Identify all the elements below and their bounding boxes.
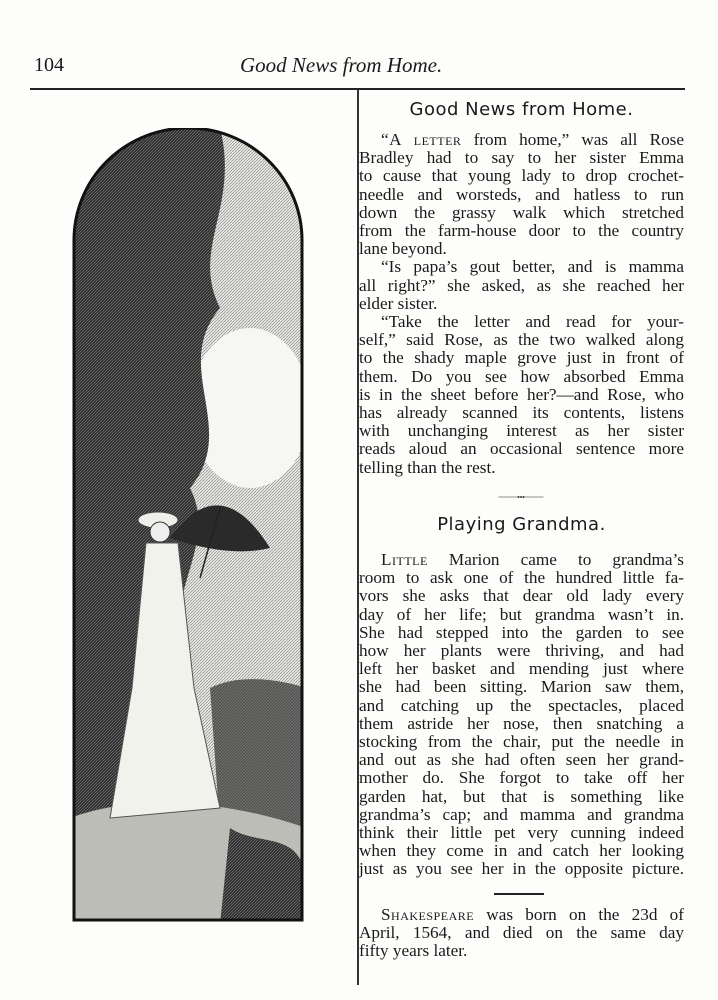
text-line: how her plants were thriving, and had: [359, 641, 684, 661]
text-line: “A letter from home,” was all Rose: [381, 130, 684, 149]
text-line: just as you see her in the opposite picture.: [359, 859, 684, 879]
text-line: self,” said Rose, as the two walked along: [359, 330, 684, 350]
text-line: vors she asks that dear old lady every: [359, 586, 684, 606]
text-line: She had stepped into the garden to see: [359, 622, 684, 642]
text-line: think their little pet very cunning indeed: [359, 823, 684, 843]
text-line: to cause that young lady to drop crochet-: [359, 166, 684, 186]
text-line: stocking from the chair, put the needle in: [359, 732, 684, 752]
text-line: left her basket and mending just where: [359, 659, 684, 679]
story-body: [359, 551, 684, 879]
text-line: Little Marion came to grandma’s: [381, 550, 684, 569]
text-line: has already scanned its contents, listens: [359, 403, 684, 423]
text-line: reads aloud an occasional sentence more: [359, 439, 684, 459]
text-line: grandma’s cap; and mamma and grandma: [359, 804, 684, 824]
text-line: to the shady maple grove just in front of: [359, 348, 684, 368]
text-line: Shakespeare was born on the 23d of: [381, 905, 684, 924]
text-line: telling than the rest.: [359, 457, 496, 477]
text-line: and out as she had often seen her grand-: [359, 750, 684, 770]
section-rule: [494, 893, 544, 895]
text-line: is in the sheet before her?—and Rose, who: [359, 384, 684, 404]
text-line: them astride her nose, then snatching a: [359, 713, 684, 733]
text-line: April, 1564, and died on the same day: [359, 923, 684, 943]
text-line: lane beyond.: [359, 239, 447, 259]
text-line: down the grassy walk which stretched: [359, 202, 684, 222]
running-title: Good News from Home.: [240, 53, 443, 77]
story-title: Playing Grandma.: [437, 514, 606, 535]
text-line: from the farm-house door to the country: [359, 221, 684, 241]
text-line: and catching up the spectacles, placed: [359, 695, 684, 715]
text-line: “Is papa’s gout better, and is mamma: [381, 257, 684, 277]
text-line: all right?” she asked, as she reached her: [359, 275, 684, 295]
text-line: with unchanging interest as her sister: [359, 421, 684, 441]
engraving-illustration: [70, 128, 306, 924]
text-line: day of her life; but grandma wasn’t in.: [359, 604, 684, 624]
story-body: [359, 131, 684, 477]
note-body: [359, 906, 684, 961]
text-line: she had been sitting. Marion saw them,: [359, 677, 684, 697]
page-number: 104: [34, 54, 64, 76]
text-line: room to ask one of the hundred little fa-: [359, 568, 684, 588]
text-line: Bradley had to say to her sister Emma: [359, 148, 684, 168]
text-line: when they come in and catch her looking: [359, 841, 684, 861]
text-line: mother do. She forgot to take off her: [359, 768, 684, 788]
story-title: Good News from Home.: [409, 99, 634, 120]
text-line: garden hat, but that is something like: [359, 786, 684, 806]
text-line: fifty years later.: [359, 941, 468, 961]
text-line: needle and worsteds, and hatless to run: [359, 184, 684, 204]
text-line: elder sister.: [359, 293, 438, 313]
text-line: them. Do you see how absorbed Emma: [359, 366, 684, 386]
text-line: “Take the letter and read for your-: [381, 312, 684, 332]
ornament-divider: [476, 496, 566, 498]
